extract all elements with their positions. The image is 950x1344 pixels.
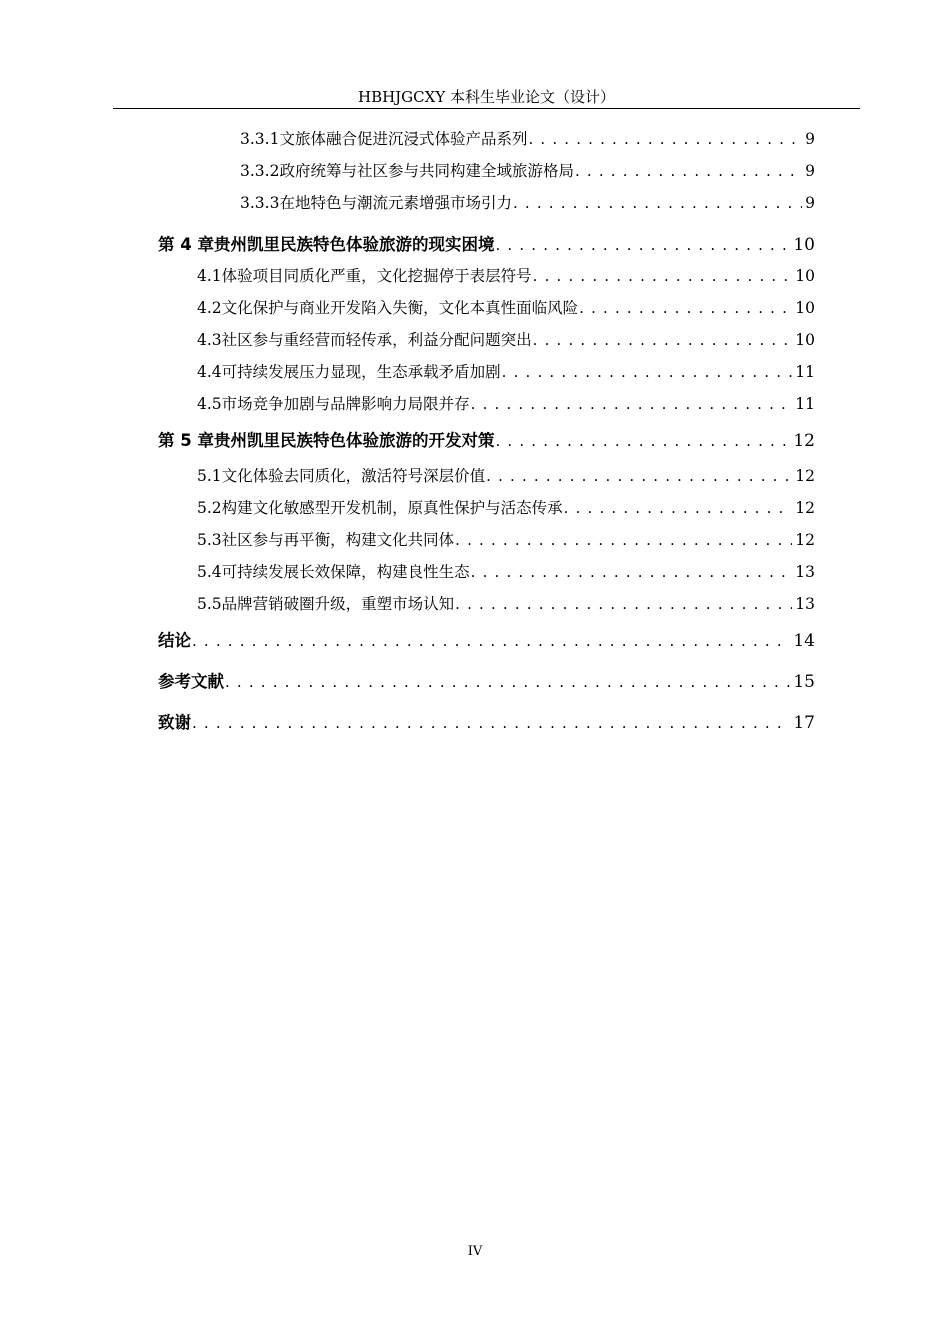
toc-entry[interactable] <box>158 188 815 220</box>
toc-entry-title: 可持续发展压力显现，生态承载矛盾加剧 <box>221 362 501 381</box>
toc-conclusion-entry[interactable] <box>158 620 815 661</box>
toc-dot-leader <box>455 589 792 621</box>
toc-entry[interactable] <box>158 156 815 188</box>
toc-entry-number: 5.2 <box>197 499 222 518</box>
toc-chapter-number: 第 5 章 <box>158 431 214 451</box>
toc-entry-number: 4.4 <box>197 362 222 381</box>
toc-entry-title: 市场竞争加剧与品牌影响力局限并存 <box>221 394 470 413</box>
toc-entry-page: 9 <box>805 193 815 212</box>
toc-entry[interactable] <box>158 389 815 421</box>
toc-entry-page: 12 <box>795 530 815 549</box>
toc-entry-number: 3.3.3 <box>240 193 280 212</box>
toc-entry-title: 社区参与重经营而轻传承，利益分配问题突出 <box>221 330 532 349</box>
toc-dot-leader <box>486 461 792 493</box>
toc-references-entry[interactable] <box>158 661 815 702</box>
toc-entry-title: 在地特色与潮流元素增强市场引力 <box>279 193 512 212</box>
toc-entry[interactable] <box>158 493 815 525</box>
toc-entry-title: 品牌营销破圈升级，重塑市场认知 <box>221 594 455 613</box>
toc-dot-leader <box>579 293 792 325</box>
toc-entry-page: 10 <box>795 299 815 318</box>
toc-dot-leader <box>471 389 793 421</box>
page-number: IV <box>467 1244 483 1259</box>
toc-entry-number: 4.3 <box>197 330 222 349</box>
toc-entry[interactable] <box>158 293 815 325</box>
toc-entry-title: 社区参与再平衡，构建文化共同体 <box>221 530 455 549</box>
toc-dot-leader <box>528 124 802 156</box>
toc-entry-number: 4.1 <box>197 267 222 286</box>
toc-entry-page: 12 <box>793 431 815 452</box>
toc-chapter-title: 贵州凯里民族特色体验旅游的现实困境 <box>213 235 495 255</box>
toc-dot-leader <box>533 325 793 357</box>
toc-dot-leader <box>225 662 790 703</box>
toc-dot-leader <box>564 493 793 525</box>
toc-entry-page: 11 <box>795 394 815 413</box>
toc-entry-title: 体验项目同质化严重，文化挖掘停于表层符号 <box>221 267 532 286</box>
toc-entry-number: 5.3 <box>197 530 222 549</box>
toc-dot-leader <box>495 229 790 261</box>
toc-chapter-entry[interactable] <box>158 229 815 261</box>
header-divider <box>113 108 860 109</box>
toc-dot-leader <box>513 188 802 220</box>
toc-entry-page: 12 <box>795 499 815 518</box>
toc-entry-page: 13 <box>795 562 815 581</box>
toc-entry-page: 9 <box>805 130 815 148</box>
toc-entry-number: 5.5 <box>197 594 222 613</box>
toc-chapter-title: 参考文献 <box>158 672 224 692</box>
toc-entry-title: 文旅体融合促进沉浸式体验产品系列 <box>279 130 528 148</box>
toc-chapter-title: 致谢 <box>158 713 191 733</box>
toc-entry-title: 政府统筹与社区参与共同构建全域旅游格局 <box>279 161 574 180</box>
toc-entry-title: 构建文化敏感型开发机制，原真性保护与活态传承 <box>221 499 563 518</box>
toc-dot-leader <box>533 261 793 293</box>
toc-entry-title: 可持续发展长效保障，构建良性生态 <box>221 562 470 581</box>
toc-entry-number: 5.1 <box>197 467 222 486</box>
toc-entry-page: 17 <box>793 713 815 734</box>
toc-dot-leader <box>471 557 793 589</box>
toc-entry-page: 11 <box>795 362 815 381</box>
toc-entry-number: 4.5 <box>197 394 222 413</box>
toc-entry-page: 10 <box>795 267 815 286</box>
toc-dot-leader <box>455 525 792 557</box>
toc-entry[interactable] <box>158 525 815 557</box>
toc-entry-page: 13 <box>795 594 815 613</box>
toc-entry[interactable] <box>158 325 815 357</box>
toc-entry[interactable] <box>158 357 815 389</box>
toc-entry-number: 4.2 <box>197 299 222 318</box>
toc-entry[interactable] <box>158 124 815 156</box>
toc-entry[interactable] <box>158 557 815 589</box>
toc-entry[interactable] <box>158 461 815 493</box>
toc-entry-page: 10 <box>795 330 815 349</box>
toc-entry[interactable] <box>158 261 815 293</box>
page-header: HBHJGCXY 本科生毕业论文（设计） <box>357 88 615 106</box>
toc-dot-leader <box>192 621 790 662</box>
toc-dot-leader <box>495 421 790 462</box>
toc-chapter-title: 贵州凯里民族特色体验旅游的开发对策 <box>213 431 495 451</box>
toc-dot-leader <box>192 703 790 744</box>
toc-entry-page: 12 <box>795 467 815 486</box>
toc-entry-page: 9 <box>805 161 815 180</box>
toc-chapter-number: 第 4 章 <box>158 235 214 255</box>
toc-entry-page: 14 <box>793 631 815 652</box>
toc-entry-title: 文化体验去同质化，激活符号深层价值 <box>221 467 486 486</box>
toc-entry-number: 5.4 <box>197 562 222 581</box>
toc-chapter-entry[interactable] <box>158 420 815 461</box>
toc-chapter-title: 结论 <box>158 631 191 651</box>
toc-entry-page: 15 <box>793 672 815 693</box>
toc-dot-leader <box>575 156 802 188</box>
toc-entry-title: 文化保护与商业开发陷入失衡，文化本真性面临风险 <box>221 299 579 318</box>
toc-entry-number: 3.3.1 <box>240 130 280 148</box>
toc-dot-leader <box>502 357 793 389</box>
toc-entry-number: 3.3.2 <box>240 161 280 180</box>
toc-entry-page: 10 <box>793 235 815 256</box>
toc-acknowledgements-entry[interactable] <box>158 702 815 743</box>
toc-entry[interactable] <box>158 589 815 621</box>
table-of-contents <box>158 124 815 743</box>
